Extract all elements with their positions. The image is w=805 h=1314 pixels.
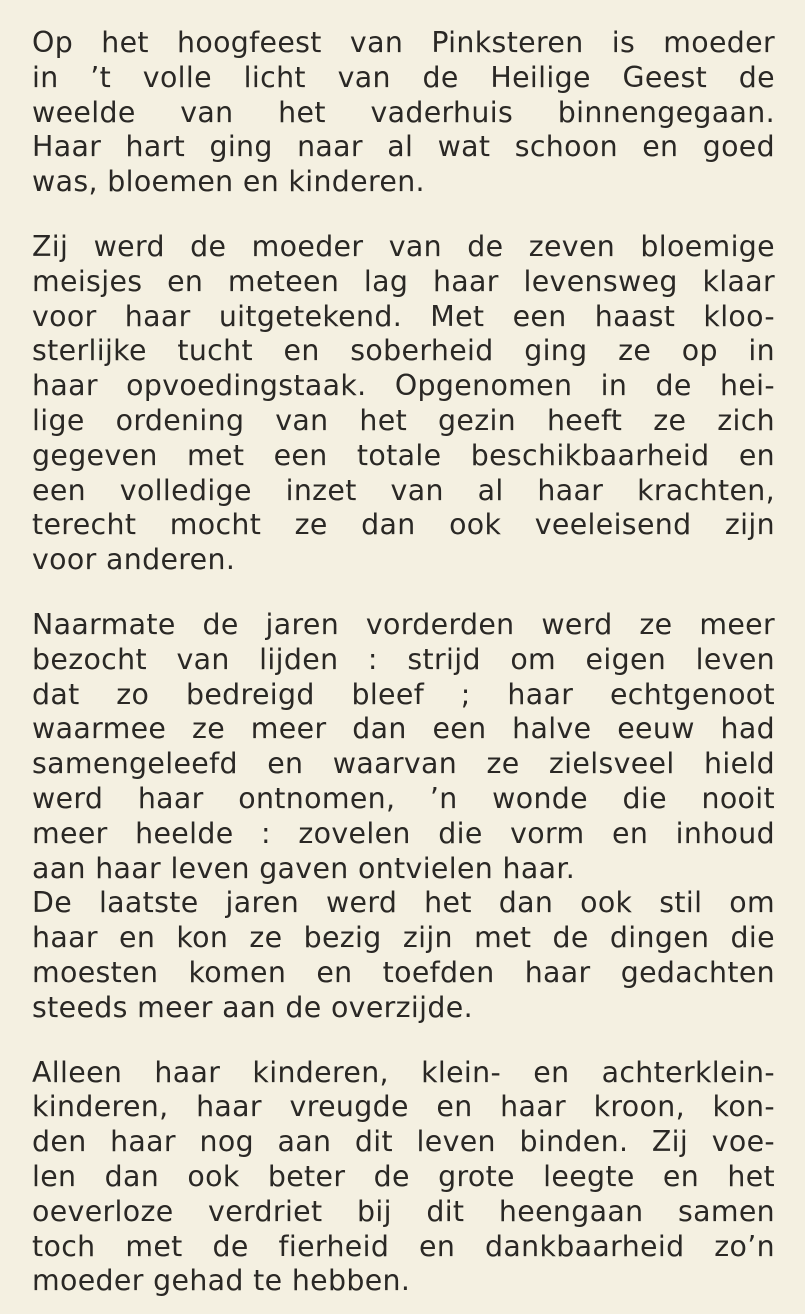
text-line: voor anderen.: [32, 543, 236, 577]
text-line: dat zo bedreigd bleef ; haar echtgenoot: [32, 677, 775, 711]
text-line: was, bloemen en kinderen.: [32, 165, 425, 199]
text-line: Op het hoogfeest van Pinksteren is moeder: [32, 26, 775, 59]
text-line: De laatste jaren werd het dan ook stil om: [32, 886, 775, 920]
text-line: meer heelde : zovelen die vorm en inhoud: [32, 816, 775, 850]
text-line: den haar nog aan dit leven binden. Zij voe-: [32, 1125, 775, 1159]
text-line: Zij werd de moeder van de zeven bloemige: [32, 229, 775, 263]
text-line: aan haar leven gaven ontvielen haar.: [32, 851, 576, 885]
text-line: Alleen haar kinderen, klein- en achterklein-: [32, 1055, 775, 1089]
text-line: moeder gehad te hebben.: [32, 1264, 411, 1298]
text-line: gegeven met een totale beschikbaarheid en: [32, 438, 775, 472]
text-line: werd haar ontnomen, ’n wonde die nooit: [32, 781, 775, 815]
text-line: oeverloze verdriet bij dit heengaan samen: [32, 1194, 775, 1228]
text-line: sterlijke tucht en soberheid ging ze op in: [32, 334, 775, 368]
text-line: in ’t volle licht van de Heilige Geest de: [32, 60, 775, 94]
paragraph-2: [32, 230, 775, 578]
text-line: toch met de fierheid en dankbaarheid zo’n: [32, 1229, 775, 1263]
text-line: moesten komen en toefden haar gedachten: [32, 955, 775, 989]
text-line: kinderen, haar vreugde en haar kroon, kon-: [32, 1090, 775, 1124]
text-line: bezocht van lijden : strijd om eigen leven: [32, 642, 775, 676]
text-line: samengeleefd en waarvan ze zielsveel hield: [32, 747, 775, 781]
text-line: een volledige inzet van al haar krachten,: [32, 473, 775, 507]
text-line: Naarmate de jaren vorderden werd ze meer: [32, 607, 775, 641]
paragraph-1: [32, 26, 775, 200]
text-line: terecht mocht ze dan ook veeleisend zijn: [32, 508, 775, 542]
text-line: waarmee ze meer dan een halve eeuw had: [32, 712, 775, 746]
text-line: voor haar uitgetekend. Met een haast kloo-: [32, 299, 775, 333]
text-line: haar en kon ze bezig zijn met de dingen die: [32, 921, 775, 955]
text-line: Haar hart ging naar al wat schoon en goed: [32, 130, 775, 164]
text-line: len dan ook beter de grote leegte en het: [32, 1159, 775, 1193]
paragraph-4: [32, 1056, 775, 1300]
paragraph-3: [32, 608, 775, 1026]
text-line: weelde van het vaderhuis binnengegaan.: [32, 95, 775, 129]
text-line: haar opvoedingstaak. Opgenomen in de hei-: [32, 369, 775, 403]
text-line: lige ordening van het gezin heeft ze zich: [32, 403, 775, 437]
text-line: meisjes en meteen lag haar levensweg klaar: [32, 264, 775, 298]
text-line: steeds meer aan de overzijde.: [32, 990, 473, 1024]
